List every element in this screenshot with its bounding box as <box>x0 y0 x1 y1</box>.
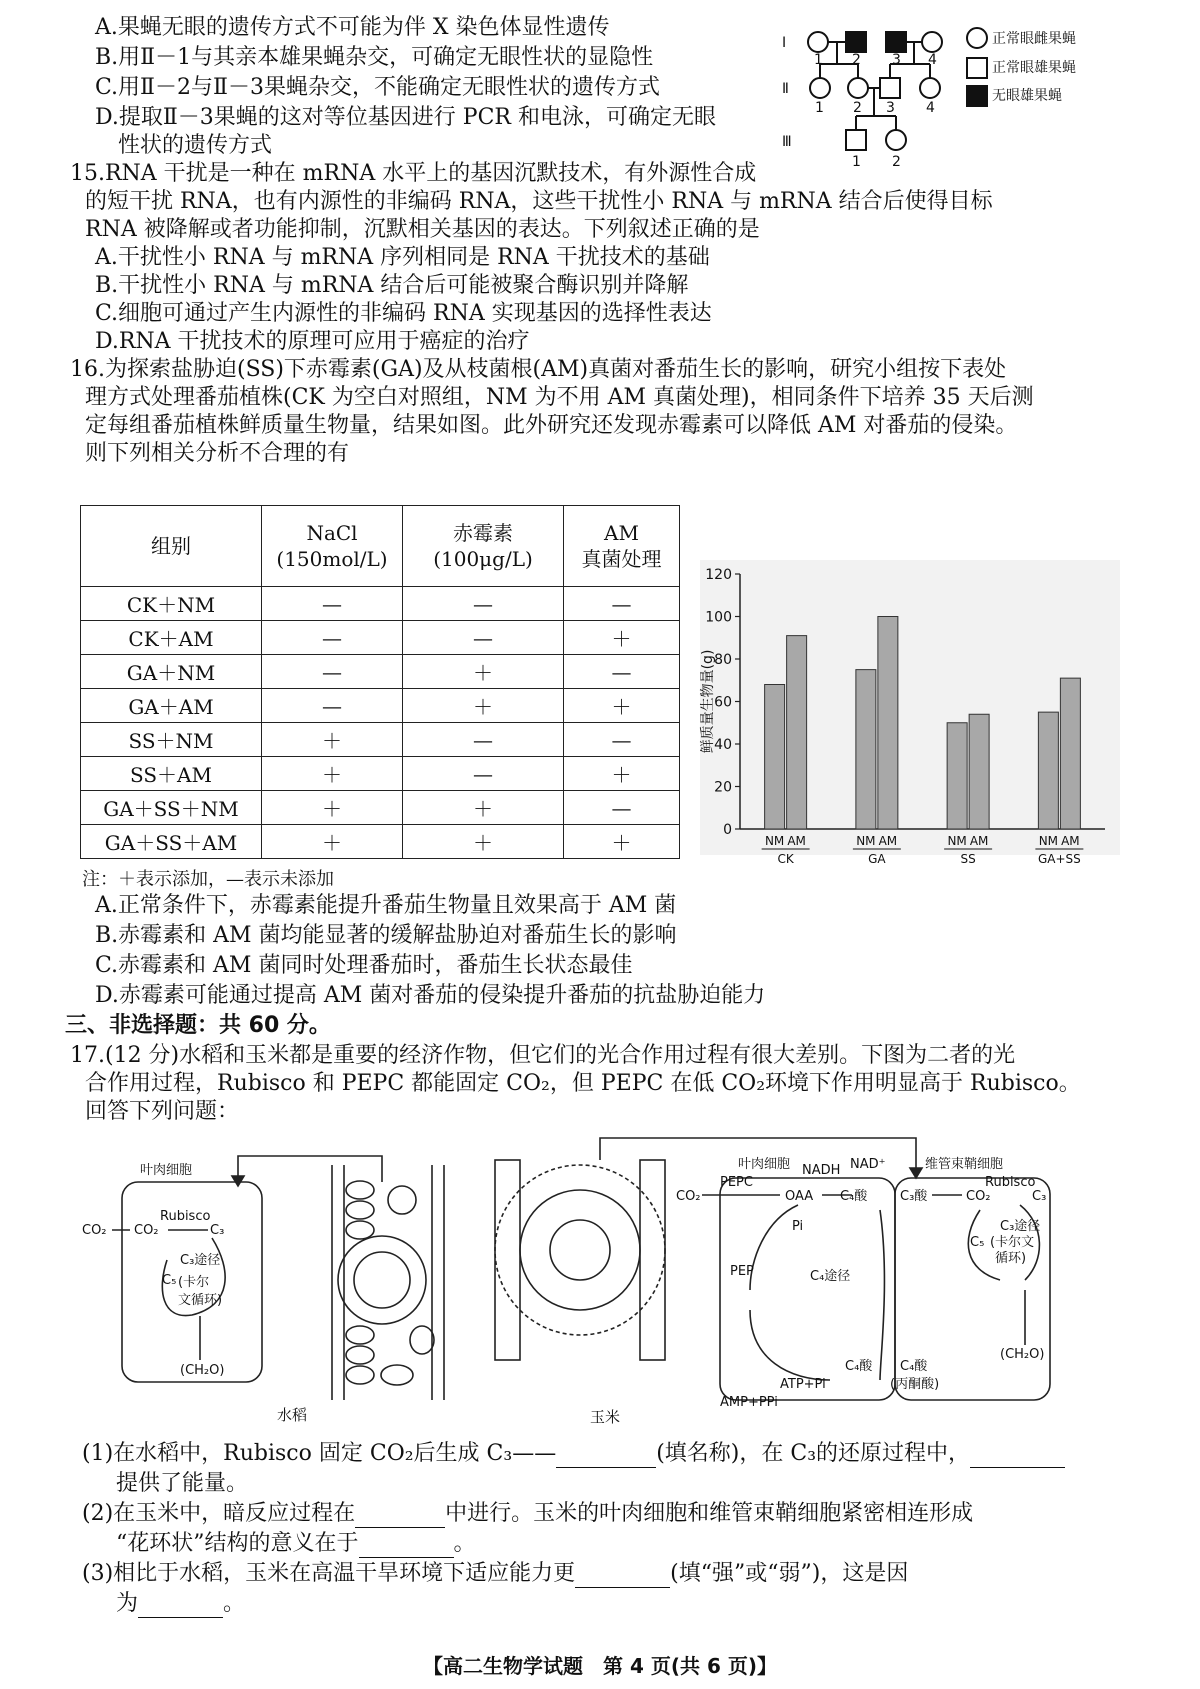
q16-stem-4: 则下列相关分析不合理的有 <box>85 441 350 466</box>
svg-text:C₄酸: C₄酸 <box>845 1359 873 1374</box>
svg-text:C₃途径: C₃途径 <box>180 1253 221 1268</box>
pedigree-diagram <box>780 20 1180 180</box>
section-title: 三、非选择题：共 60 分。 <box>65 1013 331 1038</box>
svg-text:循环): 循环) <box>995 1251 1027 1266</box>
legend-affected: 无眼雄果蝇 <box>992 88 1062 104</box>
q15-option-a: A.干扰性小 RNA 与 mRNA 序列相同是 RNA 干扰技术的基础 <box>95 245 710 270</box>
bar-label: NM <box>856 834 876 848</box>
rice-cell-label: 叶肉细胞 <box>140 1163 193 1178</box>
table-row: GA＋SS＋NM ＋ ＋ — <box>81 791 680 825</box>
bar-label: AM <box>787 834 806 848</box>
q16-stem-2: 理方式处理番茄植株(CK 为空白对照组，NM 为不用 AM 真菌处理)，相同条件下培养 35 天后测 <box>85 385 1034 410</box>
blank-2[interactable] <box>970 1445 1065 1468</box>
y-tick-label: 80 <box>714 652 732 668</box>
svg-text:C₃: C₃ <box>1032 1189 1047 1204</box>
svg-text:C₃酸: C₃酸 <box>900 1189 928 1204</box>
q17-sub2: (2)在玉米中，暗反应过程在 中进行。玉米的叶肉细胞和维管束鞘细胞紧密相连形成 <box>82 1501 974 1526</box>
svg-text:4: 4 <box>928 52 937 68</box>
bar-label: AM <box>1061 834 1080 848</box>
gen-iii-label: Ⅲ <box>782 134 792 150</box>
bar-label: NM <box>947 834 967 848</box>
category-label: GA <box>868 852 886 866</box>
svg-text:(卡尔文: (卡尔文 <box>990 1235 1035 1250</box>
svg-text:OAA: OAA <box>785 1189 814 1204</box>
treatment-table <box>80 505 680 859</box>
svg-text:C₅: C₅ <box>162 1273 177 1288</box>
q14-option-d-cont: 性状的遗传方式 <box>118 133 273 158</box>
y-tick-label: 20 <box>714 779 732 796</box>
bar-label: NM <box>1038 834 1059 848</box>
svg-text:2: 2 <box>853 100 862 116</box>
y-tick-label: 40 <box>714 737 732 753</box>
header-group: 组别 <box>81 506 262 587</box>
table-row: GA＋SS＋AM ＋ ＋ ＋ <box>81 825 680 859</box>
q16-option-c: C.赤霉素和 AM 菌同时处理番茄时，番茄生长状态最佳 <box>95 953 633 978</box>
svg-text:(卡尔: (卡尔 <box>178 1275 210 1290</box>
bar-label: AM <box>878 834 898 848</box>
svg-text:3: 3 <box>892 52 901 68</box>
q16-option-a: A.正常条件下，赤霉素能提升番茄生物量且效果高于 AM 菌 <box>95 893 677 918</box>
q17-stem-1: 17.(12 分)水稻和玉米都是重要的经济作物，但它们的光合作用过程有很大差别。下图为二者的光 <box>70 1043 1016 1068</box>
bar-AM-CK <box>787 636 807 829</box>
svg-text:C₃: C₃ <box>210 1223 225 1238</box>
svg-text:C₄酸: C₄酸 <box>900 1359 928 1374</box>
svg-text:2: 2 <box>852 52 861 68</box>
svg-text:C₃途径: C₃途径 <box>1000 1219 1041 1234</box>
bar-NM-GA <box>856 670 876 829</box>
q14-option-c: C.用Ⅱ－2与Ⅱ－3果蝇杂交，不能确定无眼性状的遗传方式 <box>95 75 660 100</box>
q16-option-b: B.赤霉素和 AM 菌均能显著的缓解盐胁迫对番茄生长的影响 <box>95 923 677 948</box>
svg-text:C₄途径: C₄途径 <box>810 1269 851 1284</box>
y-tick-label: 60 <box>714 694 732 711</box>
svg-text:Pi: Pi <box>792 1219 804 1234</box>
svg-text:C₅: C₅ <box>970 1235 985 1250</box>
y-axis-label: 鲜质量生物量(g) <box>700 649 716 754</box>
svg-text:CO₂: CO₂ <box>966 1189 991 1204</box>
table-row: GA＋AM — ＋ ＋ <box>81 689 680 723</box>
svg-text:NADH: NADH <box>802 1163 841 1178</box>
table-note: 注：＋表示添加，—表示未添加 <box>82 869 334 890</box>
q15-option-d: D.RNA 干扰技术的原理可应用于癌症的治疗 <box>95 329 530 354</box>
category-label: GA+SS <box>1037 852 1081 866</box>
svg-text:(CH₂O): (CH₂O) <box>180 1363 225 1378</box>
gen-i-label: Ⅰ <box>782 35 787 51</box>
q16-option-d: D.赤霉素可能通过提高 AM 菌对番茄的侵染提升番茄的抗盐胁迫能力 <box>95 983 766 1008</box>
y-tick-label: 120 <box>705 567 732 583</box>
corn-label: 玉米 <box>590 1408 621 1426</box>
q15-stem-3: RNA 被降解或者功能抑制，沉默相关基因的表达。下列叙述正确的是 <box>85 217 760 242</box>
q15-option-c: C.细胞可通过产生内源性的非编码 RNA 实现基因的选择性表达 <box>95 301 712 326</box>
q17-stem-3: 回答下列问题： <box>85 1099 240 1124</box>
biomass-bar-chart <box>700 560 1120 866</box>
legend-male: 正常眼雄果蝇 <box>992 60 1076 76</box>
category-label: CK <box>777 852 794 866</box>
header-am: AM 真菌处理 <box>564 506 680 587</box>
rice-diagram <box>82 1130 482 1424</box>
svg-text:1: 1 <box>852 154 861 170</box>
blank-1[interactable] <box>556 1445 656 1468</box>
y-tick-label: 0 <box>723 822 732 838</box>
q15-stem-2: 的短干扰 RNA，也有内源性的非编码 RNA，这些干扰性小 RNA 与 mRNA 结合后使得目标 <box>85 189 993 214</box>
svg-text:PEP: PEP <box>730 1264 754 1279</box>
page-footer: 【高二生物学试题 第 4 页(共 6 页)】 <box>423 1654 777 1678</box>
svg-text:AMP+PPi: AMP+PPi <box>720 1395 778 1410</box>
bar-NM-CK <box>765 685 785 830</box>
table-row: SS＋NM ＋ — — <box>81 723 680 757</box>
category-label: SS <box>960 852 976 866</box>
bar-AM-SS <box>969 714 989 829</box>
svg-text:4: 4 <box>926 100 935 116</box>
svg-text:Rubisco: Rubisco <box>985 1175 1036 1190</box>
svg-text:1: 1 <box>815 100 824 116</box>
bar-NM-SS <box>947 723 967 829</box>
svg-text:ATP+Pi: ATP+Pi <box>780 1377 826 1392</box>
blank-5[interactable] <box>575 1565 670 1588</box>
table-row: CK＋AM — — ＋ <box>81 621 680 655</box>
svg-text:(丙酮酸): (丙酮酸) <box>890 1377 940 1392</box>
q17-stem-2: 合作用过程，Rubisco 和 PEPC 都能固定 CO₂，但 PEPC 在低 CO₂环境下作用明显高于 Rubisco。 <box>85 1071 1081 1096</box>
q14-option-b: B.用Ⅱ－1与其亲本雄果蝇杂交，可确定无眼性状的显隐性 <box>95 45 654 70</box>
svg-text:2: 2 <box>892 154 901 170</box>
header-ga: 赤霉素 (100μg/L) <box>403 506 564 587</box>
table-row: CK＋NM — — — <box>81 587 680 621</box>
svg-text:3: 3 <box>886 100 895 116</box>
svg-text:(CH₂O): (CH₂O) <box>1000 1347 1045 1362</box>
svg-text:CO₂: CO₂ <box>82 1223 107 1238</box>
q17-sub1: (1)在水稻中，Rubisco 固定 CO₂后生成 C₃—— (填名称)，在 C₃的还原过程中， <box>82 1440 1065 1468</box>
table-row: SS＋AM ＋ — ＋ <box>81 757 680 791</box>
blank-3[interactable] <box>355 1505 445 1528</box>
svg-text:CO₂: CO₂ <box>134 1223 159 1238</box>
svg-text:PEPC: PEPC <box>720 1175 753 1190</box>
bar-AM-GA <box>878 617 898 830</box>
bar-label: NM <box>764 834 785 848</box>
corn-diagram <box>480 1130 1160 1426</box>
header-nacl: NaCl (150mol/L) <box>262 506 403 587</box>
bar-NM-GA+SS <box>1038 712 1058 829</box>
svg-text:Rubisco: Rubisco <box>160 1209 211 1224</box>
mesophyll-label: 叶肉细胞 <box>738 1157 791 1172</box>
q15-stem-1: 15.RNA 干扰是一种在 mRNA 水平上的基因沉默技术，有外源性合成 <box>70 161 757 186</box>
q16-stem-1: 16.为探索盐胁迫(SS)下赤霉素(GA)及从枝菌根(AM)真菌对番茄生长的影响，研究小组按下表处 <box>70 357 1007 382</box>
svg-text:文循环): 文循环) <box>178 1293 223 1308</box>
svg-text:NAD⁺: NAD⁺ <box>850 1157 886 1172</box>
q17-sub3-cont: 为 。 <box>116 1591 246 1616</box>
svg-text:1: 1 <box>814 52 823 68</box>
bar-label: AM <box>969 834 989 848</box>
q15-option-b: B.干扰性小 RNA 与 mRNA 结合后可能被聚合酶识别并降解 <box>95 273 689 298</box>
rice-label: 水稻 <box>277 1406 308 1424</box>
blank-6[interactable] <box>138 1595 223 1618</box>
q17-sub1-cont: 提供了能量。 <box>116 1471 249 1496</box>
q17-sub2-cont: “花环状”结构的意义在于 。 <box>116 1531 476 1556</box>
svg-text:CO₂: CO₂ <box>676 1189 701 1204</box>
blank-4[interactable] <box>359 1535 454 1558</box>
table-row: GA＋NM — ＋ — <box>81 655 680 689</box>
q14-option-a: A.果蝇无眼的遗传方式不可能为伴 X 染色体显性遗传 <box>95 15 610 40</box>
bundle-sheath-label: 维管束鞘细胞 <box>925 1157 1004 1172</box>
svg-text:C₄酸: C₄酸 <box>840 1189 868 1204</box>
q14-option-d: D.提取Ⅱ－3果蝇的这对等位基因进行 PCR 和电泳，可确定无眼 <box>95 105 716 130</box>
q17-sub3: (3)相比于水稻，玉米在高温干旱环境下适应能力更 (填“强”或“弱”)，这是因 <box>82 1561 909 1586</box>
gen-ii-label: Ⅱ <box>782 81 789 97</box>
legend-female: 正常眼雌果蝇 <box>992 31 1076 47</box>
y-tick-label: 100 <box>705 609 732 626</box>
q16-stem-3: 定每组番茄植株鲜质量生物量，结果如图。此外研究还发现赤霉素可以降低 AM 对番茄的侵染。 <box>85 413 1018 438</box>
bar-AM-GA+SS <box>1060 678 1080 829</box>
